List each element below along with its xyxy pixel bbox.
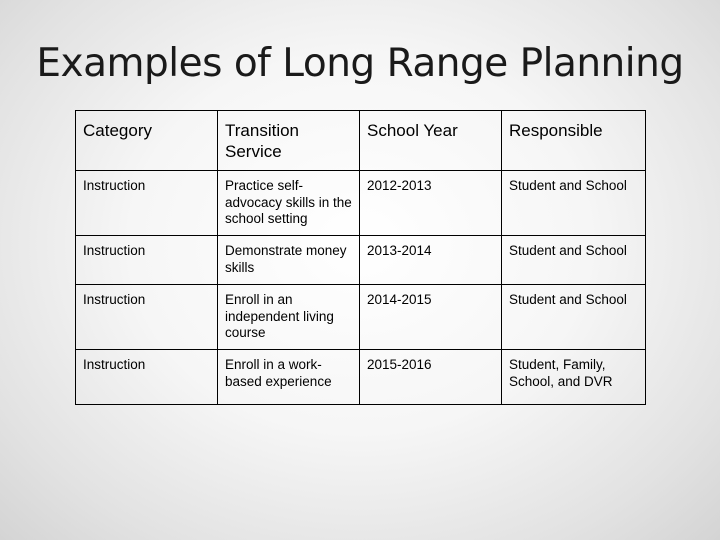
cell-transition-service: Practice self-advocacy skills in the school setting — [218, 171, 360, 236]
slide-title: Examples of Long Range Planning — [36, 41, 684, 86]
cell-transition-service: Demonstrate money skills — [218, 236, 360, 285]
header-school-year: School Year — [360, 111, 502, 171]
cell-school-year: 2015-2016 — [360, 350, 502, 405]
cell-category: Instruction — [76, 285, 218, 350]
cell-transition-service: Enroll in a work-based experience — [218, 350, 360, 405]
cell-responsible: Student, Family, School, and DVR — [502, 350, 646, 405]
table-row — [76, 236, 646, 285]
cell-category: Instruction — [76, 350, 218, 405]
table-row — [76, 285, 646, 350]
cell-category: Instruction — [76, 236, 218, 285]
cell-responsible: Student and School — [502, 236, 646, 285]
cell-category: Instruction — [76, 171, 218, 236]
table-header-row — [76, 111, 646, 171]
cell-responsible: Student and School — [502, 285, 646, 350]
header-category: Category — [76, 111, 218, 171]
cell-responsible: Student and School — [502, 171, 646, 236]
cell-transition-service: Enroll in an independent living course — [218, 285, 360, 350]
cell-school-year: 2014-2015 — [360, 285, 502, 350]
table-row — [76, 350, 646, 405]
planning-table — [75, 110, 646, 405]
table-row — [76, 171, 646, 236]
cell-school-year: 2012-2013 — [360, 171, 502, 236]
header-transition-service: Transition Service — [218, 111, 360, 171]
cell-school-year: 2013-2014 — [360, 236, 502, 285]
header-responsible: Responsible — [502, 111, 646, 171]
